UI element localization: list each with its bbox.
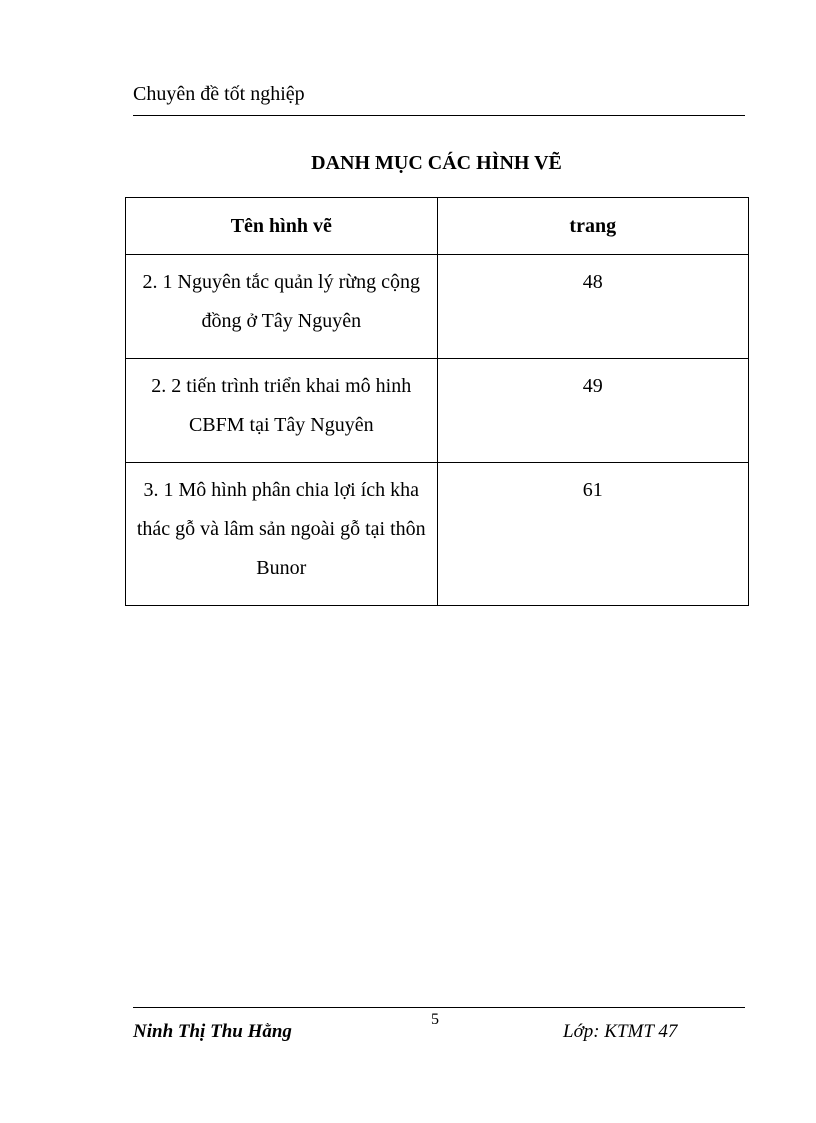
header-divider [133,115,745,116]
page-number-cell: 61 [437,463,748,606]
figure-name-cell: 2. 2 tiến trình triển khai mô hinh CBFM tại Tây Nguyên [126,359,438,463]
table-row [126,463,749,606]
figure-name-cell: 2. 1 Nguyên tắc quản lý rừng cộng đồng ở Tây Nguyên [126,255,438,359]
table-header-row [126,198,749,255]
running-header: Chuyên đề tốt nghiệp [133,83,305,105]
page-number-cell: 48 [437,255,748,359]
column-header-figure-name: Tên hình vẽ [126,198,438,255]
column-header-page: trang [437,198,748,255]
page-number-cell: 49 [437,359,748,463]
table-row [126,359,749,463]
footer-divider [133,1007,745,1008]
author-name: Ninh Thị Thu Hằng [133,1021,292,1042]
page-title: DANH MỤC CÁC HÌNH VẼ [311,152,562,174]
page-number: 5 [431,1011,439,1028]
class-label: Lớp: KTMT 47 [563,1021,678,1042]
figure-name-cell: 3. 1 Mô hình phân chia lợi ích kha thác gỗ và lâm sản ngoài gỗ tại thôn Bunor [126,463,438,606]
figures-table [125,197,749,606]
table-row [126,255,749,359]
